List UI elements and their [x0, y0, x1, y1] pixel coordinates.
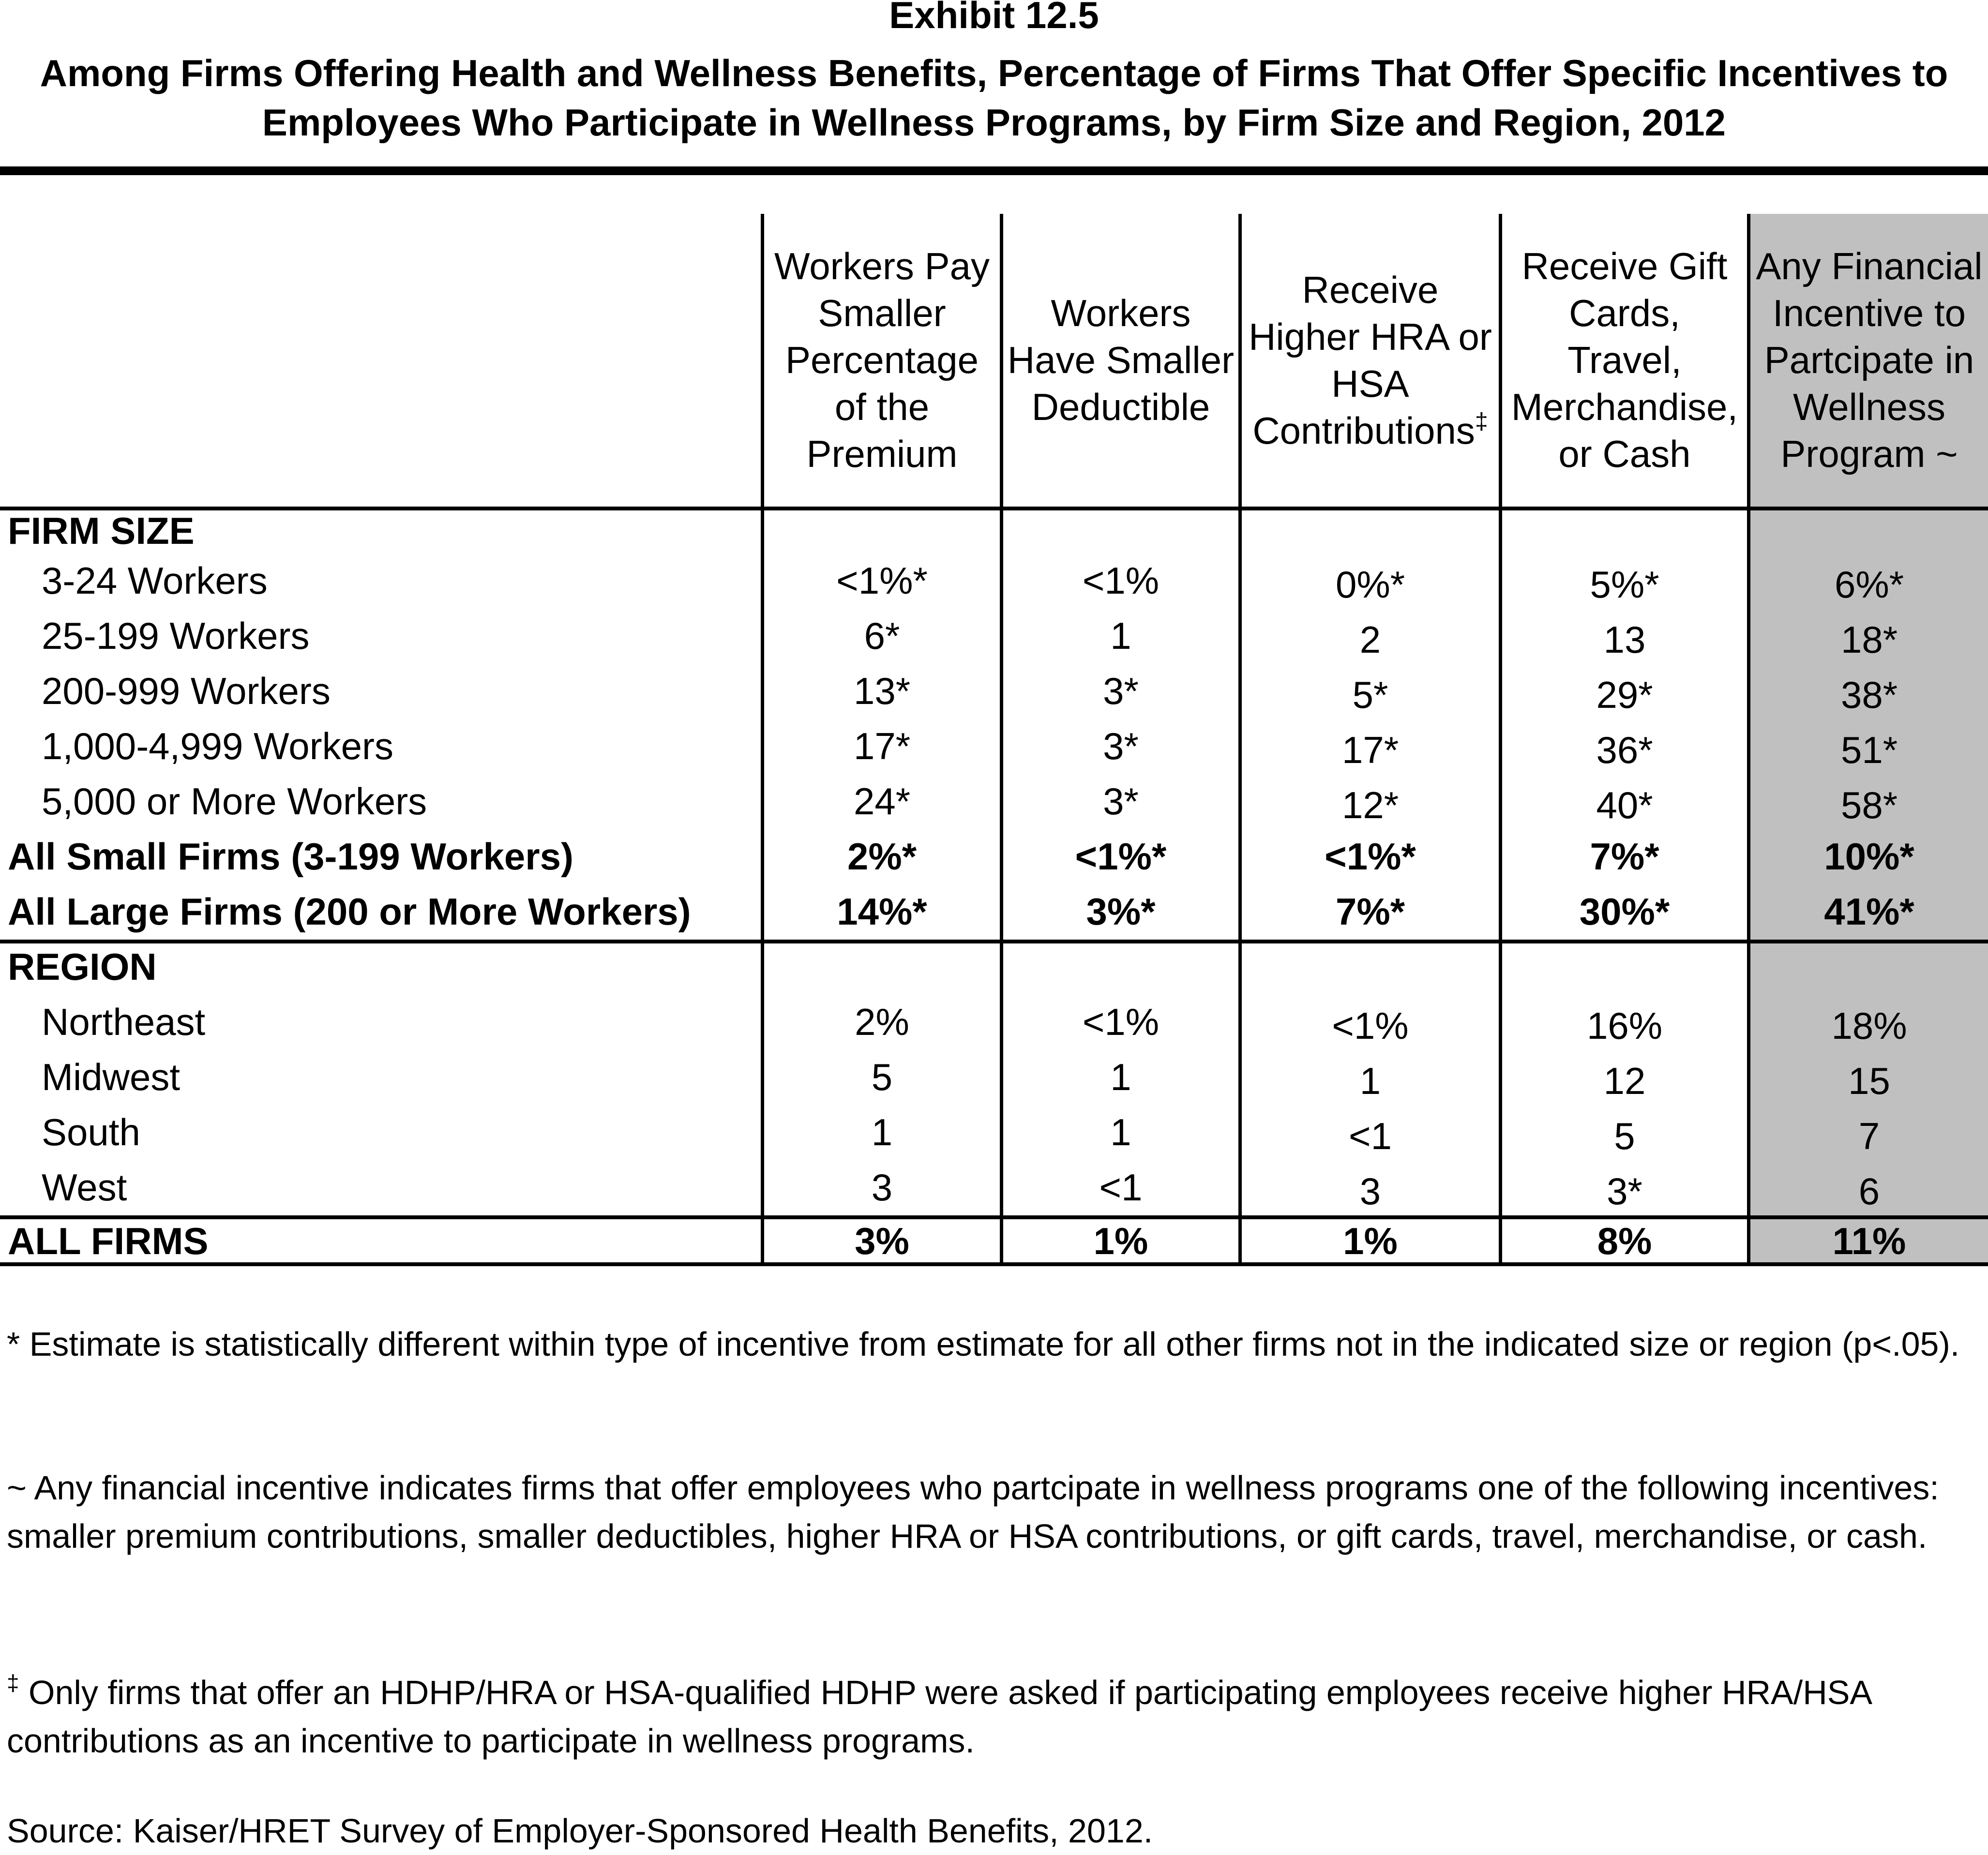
header-line: Percentage: [785, 339, 979, 381]
column-header-any-financial-incentive: [1750, 214, 1988, 507]
table-row-5000-plus-workers: [0, 774, 1988, 829]
table-row-200-999-workers: [0, 663, 1988, 718]
footnote-double-dagger: [7, 1668, 1981, 1765]
cell-smaller-deductible: 1: [1110, 614, 1131, 657]
header-line: Cards,: [1569, 292, 1680, 334]
cell-higher-hra-hsa: <1%: [1332, 1004, 1409, 1047]
cell-smaller-deductible: <1%: [1082, 559, 1160, 602]
cell-any-incentive: 15: [1848, 1060, 1890, 1102]
cell-smaller-deductible: <1: [1099, 1166, 1143, 1209]
double-dagger-mark: ‡: [7, 1670, 19, 1695]
table-row-west: [0, 1160, 1988, 1215]
cell-higher-hra-hsa: 3: [1359, 1170, 1381, 1212]
cell-smaller-premium: 5: [871, 1056, 893, 1098]
cell-smaller-deductible: 3%*: [1086, 890, 1156, 933]
row-label: 3-24 Workers: [42, 559, 268, 602]
cell-gift-cards: 7%*: [1590, 835, 1659, 878]
header-line: HSA: [1331, 362, 1409, 405]
footnote-double-dagger-text: Only firms that offer an HDHP/HRA or HSA-qualified HDHP were asked if participating employees receive higher HRA/HSA contributions as an incentive to participate in wellness programs.: [7, 1674, 1871, 1760]
cell-any-incentive: 11%: [1832, 1220, 1906, 1262]
header-line: Have Smaller: [1007, 339, 1235, 381]
cell-smaller-premium: 6*: [864, 614, 900, 657]
cell-higher-hra-hsa: <1%*: [1325, 835, 1416, 878]
header-line: Wellness: [1792, 386, 1945, 428]
header-line: or Cash: [1558, 433, 1691, 475]
row-label: Northeast: [42, 1001, 206, 1043]
header-line: of the: [834, 386, 930, 428]
cell-smaller-premium: 14%*: [837, 890, 927, 933]
cell-smaller-deductible: 1%: [1093, 1220, 1148, 1262]
table-row-all-small-firms: [0, 829, 1988, 884]
section-heading-firm-size: [0, 503, 1988, 558]
header-line: Travel,: [1567, 339, 1682, 381]
header-line: Program ~: [1780, 433, 1958, 475]
cell-gift-cards: 36*: [1596, 729, 1653, 771]
exhibit-title-line-2: Employees Who Participate in Wellness Programs, by Firm Size and Region, 2012: [262, 101, 1726, 144]
cell-smaller-premium: 2%: [855, 1001, 909, 1043]
cell-smaller-deductible: 3*: [1103, 725, 1139, 767]
cell-higher-hra-hsa: 17*: [1341, 729, 1399, 771]
row-label: South: [42, 1111, 140, 1153]
table-row-all-large-firms: [0, 884, 1988, 939]
header-line: Incentive to: [1773, 292, 1966, 334]
cell-higher-hra-hsa: 1%: [1343, 1220, 1398, 1262]
header-line: Workers Pay: [774, 245, 990, 287]
table-row-midwest: [0, 1049, 1988, 1105]
row-label: 25-199 Workers: [42, 614, 310, 657]
table-row-south: [0, 1105, 1988, 1160]
cell-any-incentive: 18%: [1831, 1004, 1907, 1047]
cell-smaller-deductible: <1%*: [1075, 835, 1167, 878]
header-line: Higher HRA or: [1249, 315, 1492, 358]
section-heading-region: [0, 939, 1988, 994]
header-line: Workers: [1051, 292, 1191, 334]
cell-gift-cards: 30%*: [1579, 890, 1670, 933]
cell-higher-hra-hsa: 0%*: [1335, 563, 1405, 606]
header-line-text: Contributions: [1252, 409, 1475, 452]
cell-smaller-premium: 3%: [855, 1220, 909, 1262]
row-label: All Small Firms (3-199 Workers): [8, 835, 574, 878]
source-note: Source: Kaiser/HRET Survey of Employer-Sponsored Health Benefits, 2012.: [7, 1812, 1153, 1850]
column-header-smaller-premium: [764, 214, 1000, 507]
header-line: Smaller: [818, 292, 946, 334]
footnote-tilde: ~ Any financial incentive indicates firms that offer employees who partcipate in wellness programs one of the following incentives: smaller premium contributions, smaller deductibles, higher HRA or HSA contributions, or gift cards, travel, merchandise, or cash.: [7, 1469, 1939, 1555]
cell-higher-hra-hsa: 12*: [1341, 784, 1399, 826]
header-line: Any Financial: [1756, 245, 1983, 287]
table-row-all-firms: [0, 1213, 1988, 1269]
column-header-higher-hra-hsa: [1242, 214, 1499, 507]
cell-smaller-deductible: 1: [1110, 1056, 1131, 1098]
row-label: 5,000 or More Workers: [42, 780, 427, 823]
header-line: Deductible: [1031, 386, 1210, 428]
cell-any-incentive: 6%*: [1834, 563, 1904, 606]
section-label: FIRM SIZE: [8, 509, 195, 552]
cell-gift-cards: 40*: [1596, 784, 1653, 826]
exhibit-number: Exhibit 12.5: [889, 0, 1099, 36]
row-label: 1,000-4,999 Workers: [42, 725, 393, 767]
cell-smaller-premium: 2%*: [847, 835, 917, 878]
cell-higher-hra-hsa: 5*: [1352, 673, 1388, 716]
cell-gift-cards: 13: [1603, 618, 1646, 661]
header-line: Receive: [1302, 268, 1439, 311]
cell-any-incentive: 58*: [1840, 784, 1898, 826]
cell-any-incentive: 7: [1858, 1115, 1880, 1157]
table-row-3-24-workers: [0, 553, 1988, 608]
table-row-1000-4999-workers: [0, 718, 1988, 774]
cell-gift-cards: 29*: [1596, 673, 1653, 716]
cell-any-incentive: 18*: [1840, 618, 1898, 661]
footnote-asterisk: * Estimate is statistically different within type of incentive from estimate for all other firms not in the indicated size or region (p<.05).: [7, 1325, 1960, 1363]
column-header-gift-cards: [1502, 214, 1747, 507]
cell-gift-cards: 8%: [1597, 1220, 1652, 1262]
header-line: Merchandise,: [1511, 386, 1738, 428]
double-dagger-mark: ‡: [1475, 408, 1488, 434]
header-line: Premium: [806, 433, 958, 475]
cell-smaller-premium: 17*: [853, 725, 911, 767]
cell-higher-hra-hsa: 7%*: [1335, 890, 1405, 933]
cell-smaller-premium: 3: [871, 1166, 893, 1209]
cell-higher-hra-hsa: 2: [1359, 618, 1381, 661]
header-line: Partcipate in: [1764, 339, 1974, 381]
column-header-smaller-deductible: [1003, 214, 1238, 507]
cell-smaller-premium: 24*: [853, 780, 911, 823]
exhibit-title-line-1: Among Firms Offering Health and Wellness Benefits, Percentage of Firms That Offer Specific Incentives to: [40, 52, 1948, 94]
header-line: Receive Gift: [1521, 245, 1728, 287]
row-label: 200-999 Workers: [42, 670, 331, 712]
cell-any-incentive: 51*: [1840, 729, 1898, 771]
cell-smaller-deductible: 3*: [1103, 780, 1139, 823]
cell-gift-cards: 3*: [1607, 1170, 1642, 1212]
cell-higher-hra-hsa: <1: [1349, 1115, 1392, 1157]
cell-gift-cards: 16%: [1586, 1004, 1663, 1047]
cell-smaller-deductible: 1: [1110, 1111, 1131, 1153]
cell-any-incentive: 10%*: [1824, 835, 1914, 878]
exhibit-title: [0, 48, 1988, 147]
row-label: ALL FIRMS: [8, 1220, 209, 1262]
cell-smaller-deductible: 3*: [1103, 670, 1139, 712]
row-label: Midwest: [42, 1056, 181, 1098]
cell-smaller-premium: 1: [871, 1111, 893, 1153]
cell-smaller-deductible: <1%: [1082, 1001, 1160, 1043]
top-rule: [0, 166, 1988, 175]
cell-smaller-premium: 13*: [853, 670, 911, 712]
header-line: [1249, 407, 1492, 454]
cell-any-incentive: 38*: [1840, 673, 1898, 716]
row-label: West: [42, 1166, 127, 1209]
cell-smaller-premium: <1%*: [836, 559, 928, 602]
table-row-25-199-workers: [0, 608, 1988, 663]
cell-any-incentive: 6: [1858, 1170, 1880, 1212]
cell-gift-cards: 5: [1614, 1115, 1635, 1157]
cell-gift-cards: 12: [1603, 1060, 1646, 1102]
section-label: REGION: [8, 945, 157, 988]
table-row-northeast: [0, 994, 1988, 1049]
cell-gift-cards: 5%*: [1590, 563, 1659, 606]
row-label: All Large Firms (200 or More Workers): [8, 890, 691, 933]
cell-higher-hra-hsa: 1: [1359, 1060, 1381, 1102]
cell-any-incentive: 41%*: [1824, 890, 1914, 933]
